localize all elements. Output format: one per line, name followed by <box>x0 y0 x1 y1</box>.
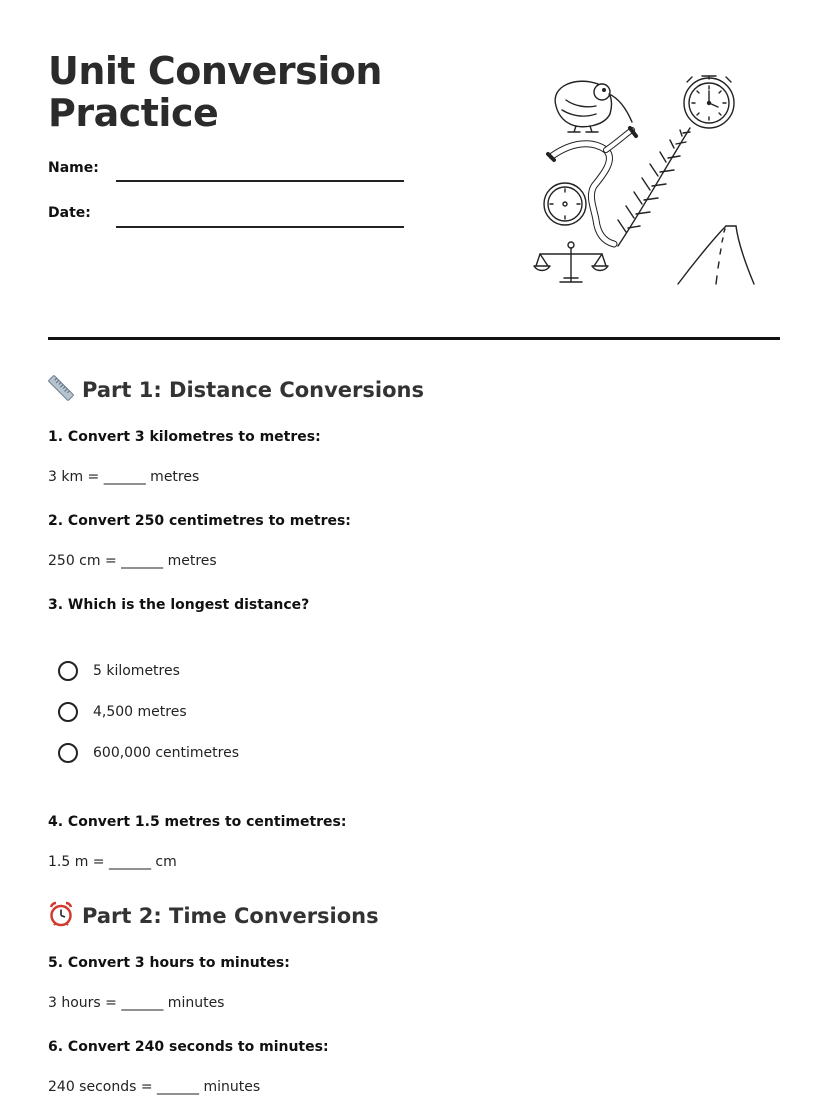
date-label: Date: <box>48 205 91 221</box>
answer-4: 1.5 m = ______ cm <box>48 854 177 870</box>
part1-title: Part 1: Distance Conversions <box>82 378 424 402</box>
question-1: 1. Convert 3 kilometres to metres: <box>48 429 321 445</box>
radio-button[interactable] <box>58 702 78 722</box>
page-title <box>48 50 382 134</box>
option-label: 600,000 centimetres <box>93 745 240 761</box>
question-5: 5. Convert 3 hours to minutes: <box>48 955 290 971</box>
name-label: Name: <box>48 160 99 176</box>
answer-1: 3 km = ______ metres <box>48 469 200 485</box>
title-line-1: Unit Conversion <box>48 49 382 93</box>
balance-scale-icon <box>534 242 608 282</box>
option-1[interactable] <box>58 659 180 683</box>
alarm-clock-icon <box>48 901 74 932</box>
section-divider <box>48 337 780 340</box>
answer-5: 3 hours = ______ minutes <box>48 995 225 1011</box>
option-label: 4,500 metres <box>93 704 187 720</box>
clock-icon <box>544 183 586 225</box>
kiwi-bird-icon <box>555 81 632 132</box>
ruler-icon <box>48 375 74 406</box>
question-6: 6. Convert 240 seconds to minutes: <box>48 1039 329 1055</box>
name-field[interactable] <box>116 180 404 182</box>
date-field[interactable] <box>116 226 404 228</box>
question-4: 4. Convert 1.5 metres to centimetres: <box>48 814 347 830</box>
option-3[interactable] <box>58 741 239 765</box>
fern-icon <box>618 128 690 246</box>
title-line-2: Practice <box>48 91 219 135</box>
stopwatch-icon <box>684 76 734 128</box>
answer-6: 240 seconds = ______ minutes <box>48 1079 261 1095</box>
part1-heading <box>48 375 424 406</box>
answer-2: 250 cm = ______ metres <box>48 553 217 569</box>
part2-title: Part 2: Time Conversions <box>82 904 379 928</box>
question-3: 3. Which is the longest distance? <box>48 597 310 613</box>
part2-heading <box>48 901 379 932</box>
header-illustration <box>532 70 764 288</box>
radio-button[interactable] <box>58 743 78 763</box>
radio-button[interactable] <box>58 661 78 681</box>
road-icon <box>678 226 754 284</box>
question-2: 2. Convert 250 centimetres to metres: <box>48 513 351 529</box>
option-2[interactable] <box>58 700 187 724</box>
option-label: 5 kilometres <box>93 663 180 679</box>
